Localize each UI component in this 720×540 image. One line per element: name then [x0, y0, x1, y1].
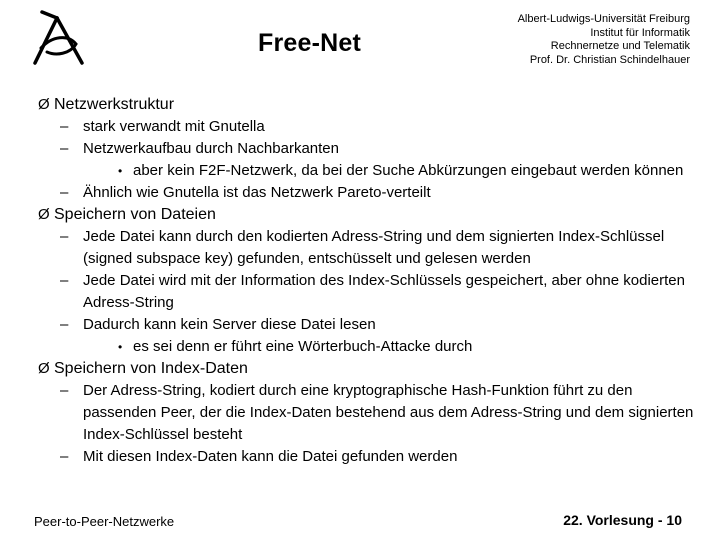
bullet-level3 [38, 336, 708, 358]
arrow-bullet-icon: Ø [38, 360, 50, 377]
bullet-text: stark verwandt mit Gnutella [83, 118, 265, 135]
institution-line: Prof. Dr. Christian Schindelhauer [529, 53, 690, 66]
bullet-text: Netzwerkstruktur [54, 96, 175, 113]
bullet-text: Speichern von Index-Daten [54, 360, 248, 377]
bullet-level1 [38, 358, 708, 380]
bullet-text: Der Adress-String, kodiert durch eine kryptographische Hash-Funktion führt zu den passenden Peer, der die Index-Daten bestehend aus dem Adress-String und dem signierten Index-Schlüssel besteht [83, 382, 694, 443]
bullet-text: aber kein F2F-Netzwerk, da bei der Suche Abkürzungen eingebaut werden können [133, 162, 684, 179]
bullet-text: Dadurch kann kein Server diese Datei lesen [83, 316, 376, 333]
bullet-text: Speichern von Dateien [54, 206, 216, 223]
bullet-level2 [38, 138, 708, 160]
bullet-text: Mit diesen Index-Daten kann die Datei gefunden werden [83, 448, 458, 465]
bullet-level2 [38, 446, 708, 468]
footer-course-name: Peer-to-Peer-Netzwerke [34, 514, 175, 529]
arrow-bullet-icon: Ø [38, 206, 50, 223]
bullet-level2 [38, 270, 708, 314]
institution-info [518, 13, 690, 67]
institution-line: Rechnernetze und Telematik [550, 40, 690, 52]
bullet-level1 [38, 204, 708, 226]
bullet-level2 [38, 182, 708, 204]
bullet-level2 [38, 226, 708, 270]
dot-bullet-icon: • [118, 164, 123, 178]
bullet-level2 [38, 314, 708, 336]
bullet-text: es sei denn er führt eine Wörterbuch-Attacke durch [133, 338, 473, 355]
bullet-level1 [38, 94, 708, 116]
dash-bullet-icon: – [60, 184, 69, 201]
footer-page-number: 22. Vorlesung - 10 [563, 512, 682, 528]
bullet-text: Netzwerkaufbau durch Nachbarkanten [83, 140, 339, 157]
dash-bullet-icon: – [60, 140, 69, 157]
slide-title: Free-Net [258, 29, 362, 57]
institution-line: Institut für Informatik [590, 26, 690, 39]
dot-bullet-icon: • [118, 340, 123, 354]
bullet-text: Jede Datei kann durch den kodierten Adress-String und dem signierten Index-Schlüssel (signed subspace key) gefunden, entschüsselt und gelesen werden [83, 228, 665, 267]
institution-line: Albert-Ludwigs-Universität Freiburg [517, 13, 690, 25]
dash-bullet-icon: – [60, 272, 69, 289]
bullet-level2 [38, 116, 708, 138]
dash-bullet-icon: – [60, 316, 69, 333]
bullet-level2 [38, 380, 708, 446]
university-logo-icon [30, 8, 88, 68]
bullet-level3 [38, 160, 708, 182]
arrow-bullet-icon: Ø [38, 96, 50, 113]
slide-content [38, 94, 708, 468]
dash-bullet-icon: – [60, 448, 69, 465]
bullet-text: Jede Datei wird mit der Information des Index-Schlüssels gespeichert, aber ohne kodierten Adress-String [83, 272, 685, 311]
dash-bullet-icon: – [60, 118, 69, 135]
bullet-text: Ähnlich wie Gnutella ist das Netzwerk Pareto-verteilt [83, 184, 431, 201]
dash-bullet-icon: – [60, 382, 69, 399]
dash-bullet-icon: – [60, 228, 69, 245]
